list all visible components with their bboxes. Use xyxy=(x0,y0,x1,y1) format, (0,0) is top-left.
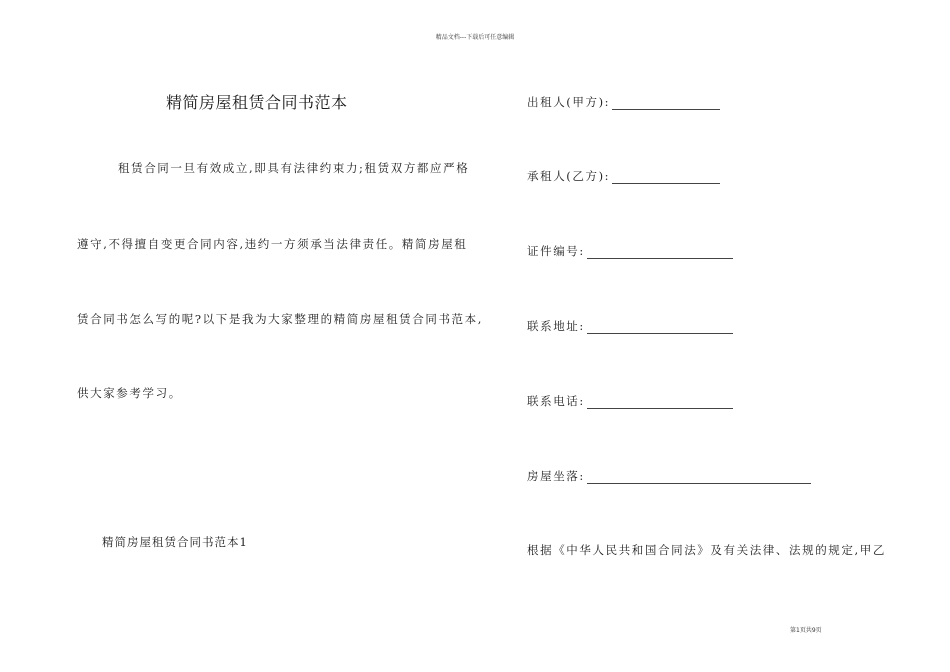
phone-label: 联系电话: xyxy=(527,394,585,408)
address-label: 联系地址: xyxy=(527,319,585,333)
id-number-label: 证件编号: xyxy=(527,244,585,258)
document-title: 精简房屋租赁合同书范本 xyxy=(166,93,348,112)
lessee-blank-line xyxy=(612,171,720,184)
lessee-label: 承租人(乙方): xyxy=(527,169,611,183)
intro-line-4: 供大家参考学习。 xyxy=(77,386,182,400)
lessor-label: 出租人(甲方): xyxy=(527,95,611,109)
property-location-blank-line xyxy=(587,471,811,484)
page-number: 第1页共9页 xyxy=(790,627,822,634)
intro-line-1: 租赁合同一旦有效成立,即具有法律约束力;租赁双方都应严格 xyxy=(118,161,470,175)
section-heading: 精简房屋租赁合同书范本1 xyxy=(102,535,248,549)
phone-blank-line xyxy=(587,396,733,409)
header-note: 精品文档---下载后可任意编辑 xyxy=(435,34,515,41)
id-number-blank-line xyxy=(587,246,733,259)
phone-field xyxy=(527,393,733,409)
lessor-blank-line xyxy=(612,97,720,110)
intro-line-3: 赁合同书怎么写的呢?以下是我为大家整理的精简房屋租赁合同书范本, xyxy=(77,312,484,326)
contract-basis-line: 根据《中华人民共和国合同法》及有关法律、法规的规定,甲乙 xyxy=(527,543,886,557)
intro-line-2: 遵守,不得擅自变更合同内容,违约一方须承当法律责任。精简房屋租 xyxy=(77,237,468,251)
property-location-field xyxy=(527,468,811,484)
address-field xyxy=(527,318,733,334)
lessor-field xyxy=(527,94,720,110)
property-location-label: 房屋坐落: xyxy=(527,469,585,483)
id-number-field xyxy=(527,243,733,259)
lessee-field xyxy=(527,168,720,184)
address-blank-line xyxy=(587,321,733,334)
